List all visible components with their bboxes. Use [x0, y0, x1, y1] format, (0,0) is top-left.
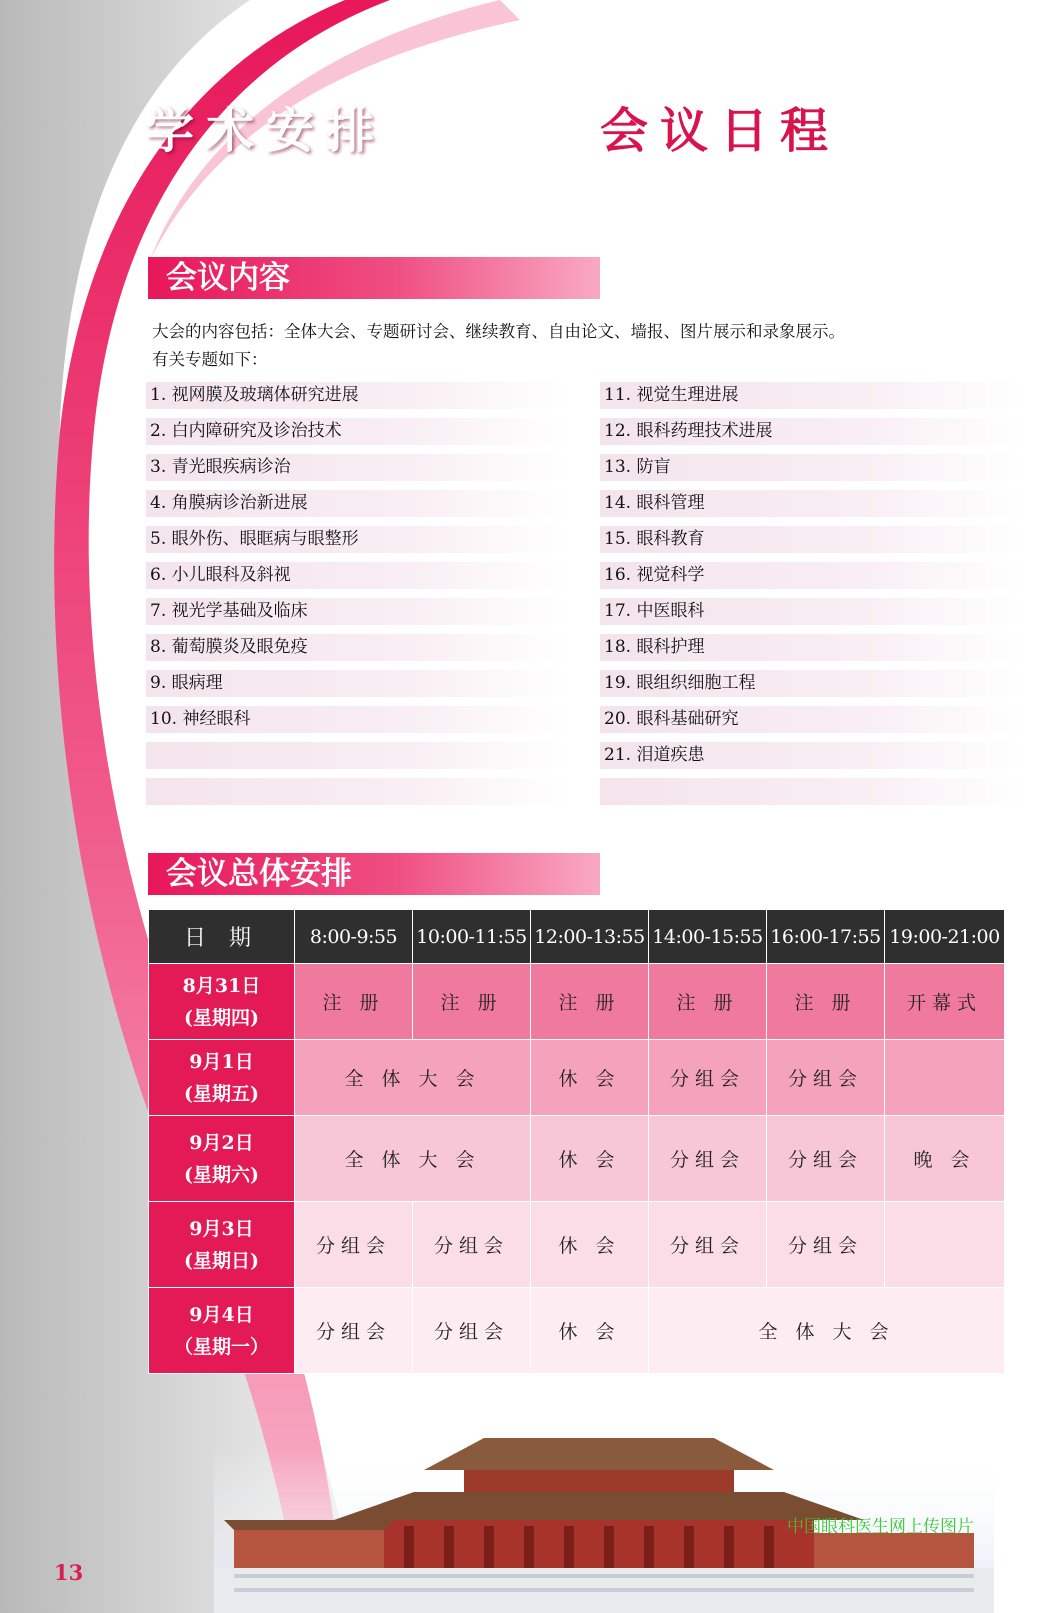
- topic-item: 4. 角膜病诊治新进展: [146, 490, 568, 517]
- session-cell: 休 会: [531, 1040, 649, 1116]
- header-cell-time: 12:00-13:55: [531, 910, 649, 964]
- topic-list-left: [146, 382, 568, 814]
- session-cell: 分组会: [767, 1202, 885, 1288]
- day-date: 9月3日: [189, 1217, 254, 1240]
- day-cell: [149, 1040, 295, 1116]
- topic-item: 16. 视觉科学: [600, 562, 1022, 589]
- session-cell: 注 册: [413, 964, 531, 1040]
- intro-line: 有关专题如下：: [152, 350, 268, 369]
- intro-line: 大会的内容包括：全体大会、专题研讨会、继续教育、自由论文、墙报、图片展示和录象展示。: [152, 322, 845, 341]
- topic-item: 6. 小儿眼科及斜视: [146, 562, 568, 589]
- session-cell: 休 会: [531, 1288, 649, 1374]
- session-cell: 全 体 大 会: [295, 1040, 531, 1116]
- watermark-text: 中国眼科医生网上传图片: [787, 1517, 974, 1537]
- schedule-header-row: [149, 910, 1005, 964]
- header-cell-time: 19:00-21:00: [885, 910, 1005, 964]
- session-cell: 分组会: [649, 1116, 767, 1202]
- session-cell: 休 会: [531, 1116, 649, 1202]
- topic-item-empty: [146, 742, 568, 769]
- topic-item: 21. 泪道疾患: [600, 742, 1022, 769]
- topic-item: 1. 视网膜及玻璃体研究进展: [146, 382, 568, 409]
- topic-item: 8. 葡萄膜炎及眼免疫: [146, 634, 568, 661]
- topic-item: 2. 白内障研究及诊治技术: [146, 418, 568, 445]
- topic-item: 20. 眼科基础研究: [600, 706, 1022, 733]
- header-cell-time: 16:00-17:55: [767, 910, 885, 964]
- day-date: 9月2日: [189, 1131, 254, 1154]
- session-cell: 分组会: [649, 1040, 767, 1116]
- topic-list-right: [600, 382, 1022, 814]
- topic-item-empty: [600, 778, 1022, 805]
- table-row: [149, 964, 1005, 1040]
- session-cell: [885, 1202, 1005, 1288]
- topic-item-empty: [146, 778, 568, 805]
- session-cell: 分组会: [413, 1288, 531, 1374]
- table-row: [149, 1288, 1005, 1374]
- session-cell: 分组会: [413, 1202, 531, 1288]
- topic-item: 14. 眼科管理: [600, 490, 1022, 517]
- topic-item: 18. 眼科护理: [600, 634, 1022, 661]
- day-weekday: (星期六): [184, 1163, 259, 1186]
- header-cell-time: 8:00-9:55: [295, 910, 413, 964]
- day-cell: [149, 964, 295, 1040]
- table-row: [149, 1116, 1005, 1202]
- day-weekday: (星期五): [184, 1082, 259, 1105]
- day-cell: [149, 1202, 295, 1288]
- session-cell: 分组会: [767, 1116, 885, 1202]
- topic-item: 19. 眼组织细胞工程: [600, 670, 1022, 697]
- day-date: 9月4日: [189, 1303, 254, 1326]
- topic-item: 3. 青光眼疾病诊治: [146, 454, 568, 481]
- schedule-table: [148, 909, 1005, 1374]
- session-cell: 注 册: [767, 964, 885, 1040]
- session-cell: 全 体 大 会: [295, 1116, 531, 1202]
- session-cell: 休 会: [531, 1202, 649, 1288]
- topic-item: 10. 神经眼科: [146, 706, 568, 733]
- session-cell: 分组会: [649, 1202, 767, 1288]
- topic-item: 11. 视觉生理进展: [600, 382, 1022, 409]
- topic-item: 5. 眼外伤、眼眶病与眼整形: [146, 526, 568, 553]
- session-cell: 分组会: [767, 1040, 885, 1116]
- day-weekday: (星期四): [184, 1006, 259, 1029]
- topic-item: 7. 视光学基础及临床: [146, 598, 568, 625]
- session-cell: 分组会: [295, 1202, 413, 1288]
- header-cell-time: 14:00-15:55: [649, 910, 767, 964]
- header-cell-date: 日 期: [149, 910, 295, 964]
- day-cell: [149, 1288, 295, 1374]
- section-banner-content: 会议内容: [148, 257, 600, 299]
- session-cell: 注 册: [295, 964, 413, 1040]
- session-cell: 全 体 大 会: [649, 1288, 1005, 1374]
- topic-item: 9. 眼病理: [146, 670, 568, 697]
- day-cell: [149, 1116, 295, 1202]
- day-date: 9月1日: [189, 1050, 254, 1073]
- topic-item: 13. 防盲: [600, 454, 1022, 481]
- table-row: [149, 1040, 1005, 1116]
- header-cell-time: 10:00-11:55: [413, 910, 531, 964]
- page-title-academic: 学术安排: [146, 103, 387, 159]
- session-cell: 开幕式: [885, 964, 1005, 1040]
- page-number: 13: [54, 1560, 84, 1585]
- topic-item: 17. 中医眼科: [600, 598, 1022, 625]
- palace-image: [214, 1408, 994, 1613]
- session-cell: 分组会: [295, 1288, 413, 1374]
- day-date: 8月31日: [182, 974, 261, 997]
- session-cell: 注 册: [531, 964, 649, 1040]
- page-title-schedule: 会议日程: [600, 103, 841, 159]
- intro-text: [152, 318, 992, 374]
- table-row: [149, 1202, 1005, 1288]
- day-weekday: (星期日): [184, 1249, 259, 1272]
- topic-item: 15. 眼科教育: [600, 526, 1022, 553]
- topic-item: 12. 眼科药理技术进展: [600, 418, 1022, 445]
- day-weekday: （星期一）: [173, 1335, 269, 1358]
- session-cell: 晚 会: [885, 1116, 1005, 1202]
- session-cell: [885, 1040, 1005, 1116]
- section-banner-schedule: 会议总体安排: [148, 853, 600, 895]
- session-cell: 注 册: [649, 964, 767, 1040]
